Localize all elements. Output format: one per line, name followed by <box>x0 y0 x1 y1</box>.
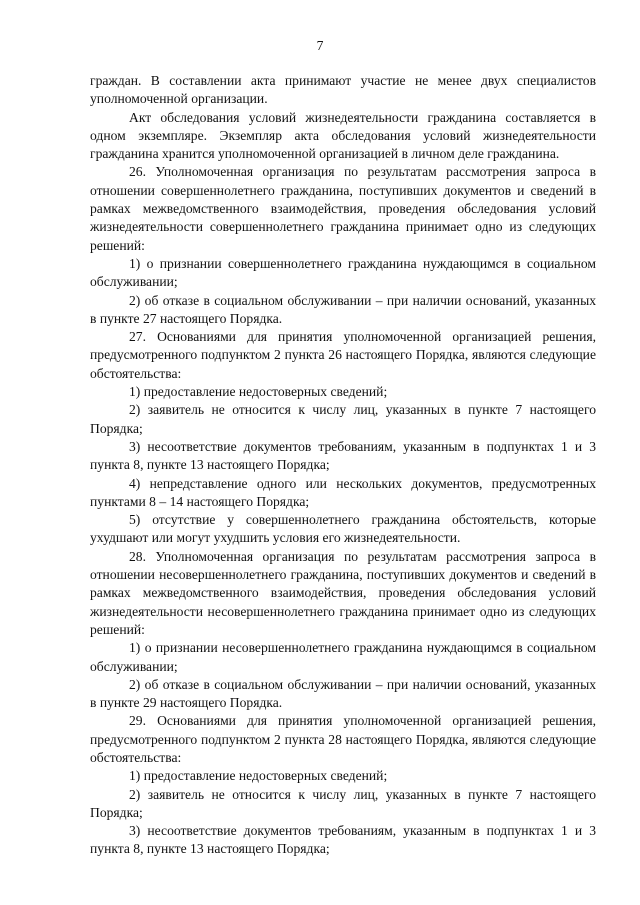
clause-27-item-1: 1) предоставление недостоверных сведений; <box>129 384 388 400</box>
clause-27: 27. Основаниями для принятия уполномоченной организацией решения, предусмотренного подпунктом 2 пункта 26 настоящего Порядка, являются следующие обстоятельства: <box>90 329 596 381</box>
clause-28: 28. Уполномоченная организация по результатам рассмотрения запроса в отношении несовершеннолетнего гражданина, поступивших документов и сведений в рамках межведомственного взаимодействия, проведения обследования условий жизнедеятельности несовершеннолетнего гражданина принимает одно из следующих решений: <box>90 548 596 637</box>
clause-28-item-2: 2) об отказе в социальном обслуживании – при наличии оснований, указанных в пункте 29 настоящего Порядка. <box>90 676 596 711</box>
clause-29-item-2: 2) заявитель не относится к числу лиц, указанных в пункте 7 настоящего Порядка; <box>90 786 596 820</box>
clause-26: 26. Уполномоченная организация по результатам рассмотрения запроса в отношении совершеннолетнего гражданина, поступивших документов и сведений в рамках межведомственного взаимодействия, проведения обследования условий жизнедеятельности совершеннолетнего гражданина принимает одно из следующих решений: <box>90 164 596 253</box>
clause-29: 29. Основаниями для принятия уполномоченной организацией решения, предусмотренного подпунктом 2 пункта 28 настоящего Порядка, являются следующие обстоятельства: <box>90 713 596 765</box>
clause-26-item-1: 1) о признании совершеннолетнего гражданина нуждающимся в социальном обслуживании; <box>90 255 596 290</box>
clause-29-item-1: 1) предоставление недостоверных сведений; <box>129 768 388 784</box>
paragraph-continuation: граждан. В составлении акта принимают участие не менее двух специалистов уполномоченной организации. <box>90 73 596 107</box>
clause-27-item-4: 4) непредставление одного или нескольких документов, предусмотренных пунктами 8 – 14 настоящего Порядка; <box>90 475 596 509</box>
clause-27-item-2: 2) заявитель не относится к числу лиц, указанных в пункте 7 настоящего Порядка; <box>90 402 596 436</box>
document-body <box>90 72 596 859</box>
page-number: 7 <box>316 38 324 53</box>
clause-28-item-1: 1) о признании несовершеннолетнего гражданина нуждающимся в социальном обслуживании; <box>90 640 596 674</box>
clause-27-item-3: 3) несоответствие документов требованиям, указанным в подпунктах 1 и 3 пункта 8, пункте 13 настоящего Порядка; <box>90 438 596 473</box>
clause-29-item-3: 3) несоответствие документов требованиям, указанным в подпунктах 1 и 3 пункта 8, пункте 13 настоящего Порядка; <box>90 823 596 857</box>
paragraph-act-copy: Акт обследования условий жизнедеятельности гражданина составляется в одном экземпляре. Экземпляр акта обследования условий жизнедеятельности гражданина хранится уполномоченной организацией в личном деле гражданина. <box>90 109 596 162</box>
clause-26-item-2: 2) об отказе в социальном обслуживании – при наличии оснований, указанных в пункте 27 настоящего Порядка. <box>90 292 596 326</box>
clause-27-item-5: 5) отсутствие у совершеннолетнего гражданина обстоятельств, которые ухудшают или могут ухудшить условия его жизнедеятельности. <box>90 512 596 546</box>
